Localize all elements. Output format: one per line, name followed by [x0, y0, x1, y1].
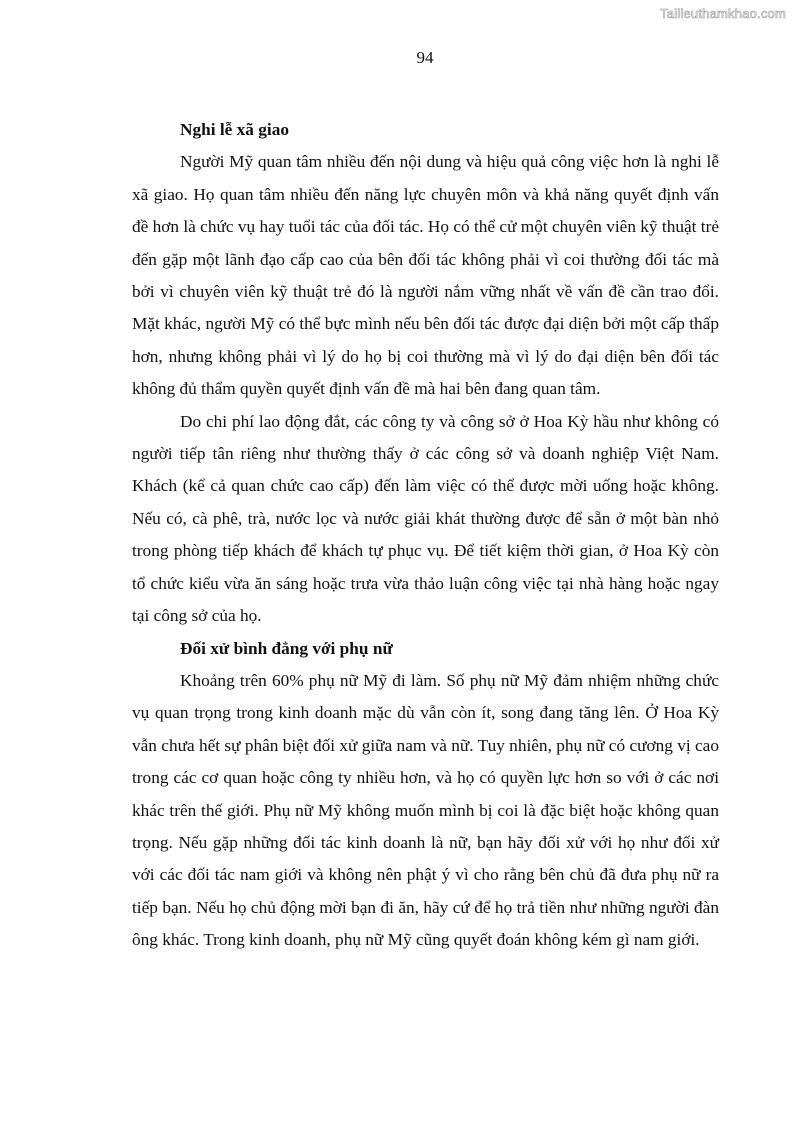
section-heading-gender-equality: Đối xử bình đẳng với phụ nữ: [180, 638, 393, 658]
page-number: 94: [416, 48, 434, 67]
paragraph: Khoảng trên 60% phụ nữ Mỹ đi làm. Số phụ nữ Mỹ đảm nhiệm những chức vụ quan trọng trong kinh doanh mặc dù vẫn còn ít, song đang tăng lên. Ở Hoa Kỳ vẫn chưa hết sự phân biệt đối xử giữa nam và nữ. Tuy nhiên, phụ nữ có cương vị cao trong các cơ quan hoặc công ty nhiều hơn, và họ có quyền lực hơn so với ở các nơi khác trên thế giới. Phụ nữ Mỹ không muốn mình bị coi là đặc biệt hoặc không quan trọng. Nếu gặp những đối tác kinh doanh là nữ, bạn hãy đối xử với họ như đối xử với các đối tác nam giới và không nên phật ý vì cho rằng bên chủ đã đưa phụ nữ ra tiếp bạn. Nếu họ chủ động mời bạn đi ăn, hãy cứ để họ trả tiền như những người đàn ông khác. Trong kinh doanh, phụ nữ Mỹ cũng quyết đoán không kém gì nam giới.: [132, 670, 719, 950]
section-heading-social-etiquette: Nghi lễ xã giao: [180, 120, 289, 139]
paragraph: Do chi phí lao động đắt, các công ty và công sở ở Hoa Kỳ hầu như không có người tiếp tân riêng như thường thấy ở các công sở và doanh nghiệp Việt Nam. Khách (kể cả quan chức cao cấp) đến làm việc có thể được mời uống hoặc không. Nếu có, cà phê, trà, nước lọc và nước giải khát thường được để sẵn ở một bàn nhỏ trong phòng tiếp khách để khách tự phục vụ. Để tiết kiệm thời gian, ở Hoa Kỳ còn tổ chức kiểu vừa ăn sáng hoặc trưa vừa thảo luận công việc tại nhà hàng hoặc ngay tại công sở của họ.: [132, 411, 719, 626]
watermark: Tailieuthamkhao.com: [660, 6, 786, 21]
paragraph: Người Mỹ quan tâm nhiều đến nội dung và hiệu quả công việc hơn là nghi lễ xã giao. Họ quan tâm nhiều đến năng lực chuyên môn và khả năng quyết định vấn đề hơn là chức vụ hay tuổi tác của đối tác. Họ có thể cử một chuyên viên kỹ thuật trẻ đến gặp một lãnh đạo cấp cao của bên đối tác không phải vì coi thường đối tác mà bởi vì chuyên viên kỹ thuật trẻ đó là người nắm vững nhất về vấn đề cần trao đổi. Mặt khác, người Mỹ có thể bực mình nếu bên đối tác được đại diện bởi một cấp thấp hơn, nhưng không phải vì lý do họ bị coi thường mà vì lý do đại diện bên đối tác không đủ thẩm quyền quyết định vấn đề mà hai bên đang quan tâm.: [132, 152, 719, 399]
document-body: [132, 114, 719, 957]
